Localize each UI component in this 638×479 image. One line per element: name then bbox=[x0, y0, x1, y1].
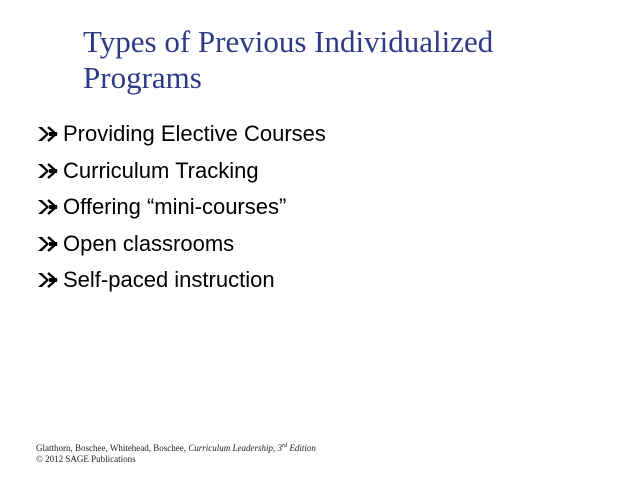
bullet-text: Curriculum Tracking bbox=[63, 157, 259, 183]
bullet-text: Offering “mini-courses” bbox=[63, 194, 287, 220]
citation-line bbox=[36, 443, 316, 454]
arrow-bullet-icon bbox=[36, 234, 58, 254]
arrow-bullet-icon bbox=[36, 161, 58, 181]
citation-footer bbox=[36, 443, 316, 465]
arrow-bullet-icon bbox=[36, 124, 58, 144]
arrow-bullet-icon bbox=[36, 270, 58, 290]
bullet-text: Open classrooms bbox=[63, 230, 235, 256]
citation-authors: Glatthorn, Boschee, Whitehead, Boschee, bbox=[36, 443, 189, 453]
arrow-bullet-icon bbox=[36, 197, 58, 217]
bullet-item bbox=[36, 262, 326, 299]
citation-edition-number: 3 bbox=[277, 443, 283, 453]
bullet-text: Providing Elective Courses bbox=[63, 121, 326, 147]
slide-title: Types of Previous Individualized Programs bbox=[83, 24, 494, 95]
bullet-item bbox=[36, 116, 326, 153]
bullet-item bbox=[36, 153, 326, 190]
citation-edition-word: Edition bbox=[287, 443, 316, 453]
bullet-item bbox=[36, 189, 326, 226]
citation-book-title: Curriculum Leadership, bbox=[188, 443, 278, 453]
bullet-list bbox=[36, 116, 326, 299]
bullet-item bbox=[36, 226, 326, 263]
bullet-text: Self-paced instruction bbox=[63, 267, 275, 293]
copyright-line: © 2012 SAGE Publications bbox=[36, 454, 136, 464]
citation-edition-suffix: rd bbox=[282, 443, 288, 449]
